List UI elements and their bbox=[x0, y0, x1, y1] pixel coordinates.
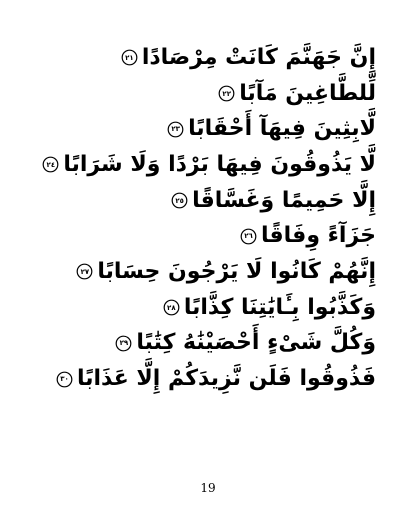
verse-end-marker-icon bbox=[115, 335, 132, 352]
verse-text: وَكُلَّ شَىْءٍ أَحْصَيْنَٰهُ كِتَٰبًا bbox=[136, 330, 376, 356]
verse-text: لِّلطَّاغِينَ مَآبًا bbox=[239, 80, 376, 106]
verse-text: فَذُوقُوا فَلَن نَّزِيدَكُمْ إِلَّا عَذَابًا bbox=[76, 366, 376, 392]
verse-number: ٢٦ bbox=[244, 232, 253, 241]
verse-text: وَكَذَّبُوا بِـَٔايَٰتِنَا كِذَّابًا bbox=[183, 294, 376, 320]
verse-line bbox=[40, 290, 376, 326]
page-number: 19 bbox=[200, 481, 216, 495]
verse-number: ٢٤ bbox=[46, 160, 56, 169]
verse-end-marker-icon bbox=[163, 299, 180, 316]
verse-text: جَزَآءً وِفَاقًا bbox=[261, 223, 376, 249]
verse-end-marker-icon bbox=[218, 85, 235, 102]
verse-line bbox=[40, 76, 376, 112]
verse-line bbox=[40, 183, 376, 219]
verse-text: إِلَّا حَمِيمًا وَغَسَّاقًا bbox=[192, 187, 376, 213]
verse-line bbox=[40, 111, 376, 147]
verse-end-marker-icon bbox=[76, 263, 93, 280]
verse-end-marker-icon bbox=[121, 49, 138, 66]
verse-text: لَّا يَذُوقُونَ فِيهَا بَرْدًا وَلَا شَرَابًا bbox=[63, 151, 376, 177]
verse-number: ٢٥ bbox=[175, 196, 184, 205]
verse-number: ٢٩ bbox=[119, 339, 129, 348]
verse-line bbox=[40, 326, 376, 362]
verse-line bbox=[40, 361, 376, 397]
verse-line bbox=[40, 218, 376, 254]
verse-line bbox=[40, 147, 376, 183]
verse-line bbox=[40, 40, 376, 76]
verse-number: ٢٧ bbox=[80, 267, 90, 276]
verse-number: ٢١ bbox=[125, 53, 134, 62]
verse-end-marker-icon bbox=[167, 121, 184, 138]
verse-number: ٢٣ bbox=[171, 125, 180, 134]
verse-text: لَّابِثِينَ فِيهَآ أَحْقَابًا bbox=[188, 116, 376, 142]
verse-number: ٢٢ bbox=[222, 89, 231, 98]
verse-text: إِنَّهُمْ كَانُوا لَا يَرْجُونَ حِسَابًا bbox=[97, 258, 376, 284]
verse-list bbox=[40, 40, 376, 397]
verse-end-marker-icon bbox=[240, 228, 257, 245]
verse-text: إِنَّ جَهَنَّمَ كَانَتْ مِرْصَادًا bbox=[141, 44, 376, 70]
verse-end-marker-icon bbox=[56, 371, 73, 388]
verse-line bbox=[40, 254, 376, 290]
verse-end-marker-icon bbox=[171, 192, 188, 209]
verse-number: ٣٠ bbox=[60, 375, 69, 384]
verse-number: ٢٨ bbox=[167, 303, 176, 312]
verse-end-marker-icon bbox=[42, 156, 59, 173]
